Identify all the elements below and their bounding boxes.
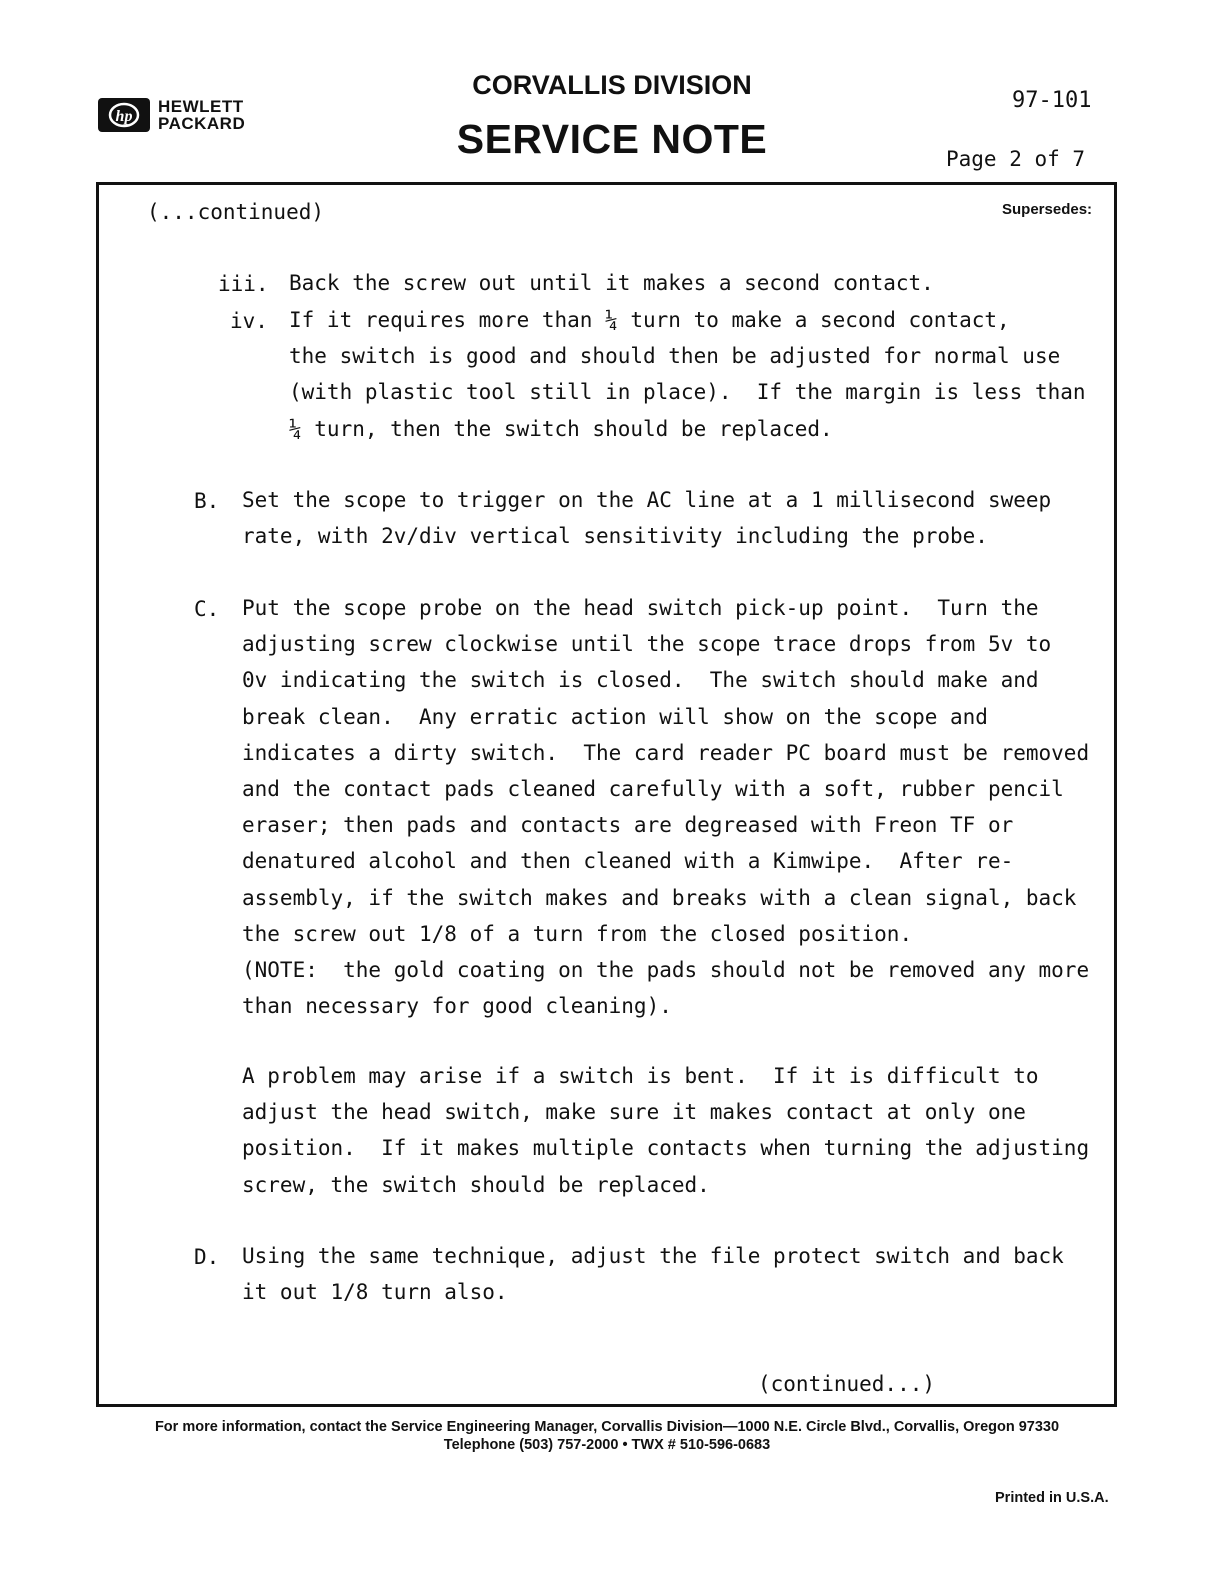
item-marker: iii.	[218, 272, 269, 296]
text-line: adjusting screw clockwise until the scope trace drops from 5v to	[242, 632, 1052, 657]
text-line: Back the screw out until it makes a second contact.	[289, 271, 934, 295]
item-marker: B.	[194, 489, 220, 513]
text-line: (NOTE: the gold coating on the pads should not be removed any more	[242, 958, 1090, 983]
continued-top: (...continued)	[147, 200, 325, 224]
page-number: Page 2 of 7	[946, 147, 1086, 171]
text-line: and the contact pads cleaned carefully with a soft, rubber pencil	[242, 777, 1064, 802]
text-line: denatured alcohol and then cleaned with a Kimwipe. After re-	[242, 849, 1014, 874]
text-line: 0v indicating the switch is closed. The switch should make and	[242, 668, 1039, 693]
text-line: break clean. Any erratic action will show on the scope and	[242, 704, 988, 729]
text-line: rate, with 2v/div vertical sensitivity including the probe.	[242, 524, 988, 549]
footer-contact: For more information, contact the Service Engineering Manager, Corvallis Division—1000 N.E. Circle Blvd., Corvallis, Oregon 97330	[154, 1419, 1060, 1435]
item-text	[242, 1238, 1064, 1310]
item-text	[289, 265, 934, 301]
document-number: 97-101	[1012, 88, 1092, 113]
item-text	[242, 1058, 1089, 1203]
item-text	[242, 482, 1051, 554]
text-line: Using the same technique, adjust the file protect switch and back	[242, 1244, 1064, 1268]
text-line: eraser; then pads and contacts are degreased with Freon TF or	[242, 813, 1014, 838]
text-line: indicates a dirty switch. The card reader PC board must be removed	[242, 740, 1090, 765]
text-line: Set the scope to trigger on the AC line at a 1 millisecond sweep	[242, 488, 1052, 512]
continued-bottom: (continued...)	[758, 1372, 936, 1396]
item-text	[289, 302, 1086, 447]
text-line: than necessary for good cleaning).	[242, 994, 672, 1019]
text-line: it out 1/8 turn also.	[242, 1280, 508, 1305]
supersedes-label: Supersedes:	[1002, 201, 1093, 218]
division-name: CORVALLIS DIVISION	[472, 70, 752, 100]
svg-text:hp: hp	[115, 108, 133, 125]
text-line: screw, the switch should be replaced.	[242, 1172, 710, 1197]
page-title: SERVICE NOTE	[456, 116, 768, 162]
printed-in: Printed in U.S.A.	[995, 1490, 1109, 1506]
text-line: A problem may arise if a switch is bent. If it is difficult to	[242, 1064, 1039, 1088]
text-line: ¼ turn, then the switch should be replaced.	[289, 416, 833, 441]
item-marker: D.	[194, 1245, 220, 1269]
item-marker: iv.	[230, 309, 268, 333]
text-line: Put the scope probe on the head switch pick-up point. Turn the	[242, 596, 1039, 620]
footer-telephone: Telephone (503) 757-2000 • TWX # 510-596-0683	[443, 1437, 771, 1453]
logo-line-1: HEWLETT	[158, 97, 244, 116]
item-marker: C.	[194, 597, 220, 621]
text-line: position. If it makes multiple contacts when turning the adjusting	[242, 1136, 1090, 1161]
text-line: assembly, if the switch makes and breaks with a clean signal, back	[242, 885, 1077, 910]
text-line: adjust the head switch, make sure it makes contact at only one	[242, 1100, 1026, 1125]
text-line: the screw out 1/8 of a turn from the closed position.	[242, 921, 913, 946]
text-line: (with plastic tool still in place). If the margin is less than	[289, 380, 1086, 405]
logo-line-2: PACKARD	[158, 114, 246, 133]
text-line: If it requires more than ¼ turn to make a second contact,	[289, 308, 1010, 332]
text-line: the switch is good and should then be adjusted for normal use	[289, 344, 1061, 369]
item-text	[242, 590, 1089, 1024]
